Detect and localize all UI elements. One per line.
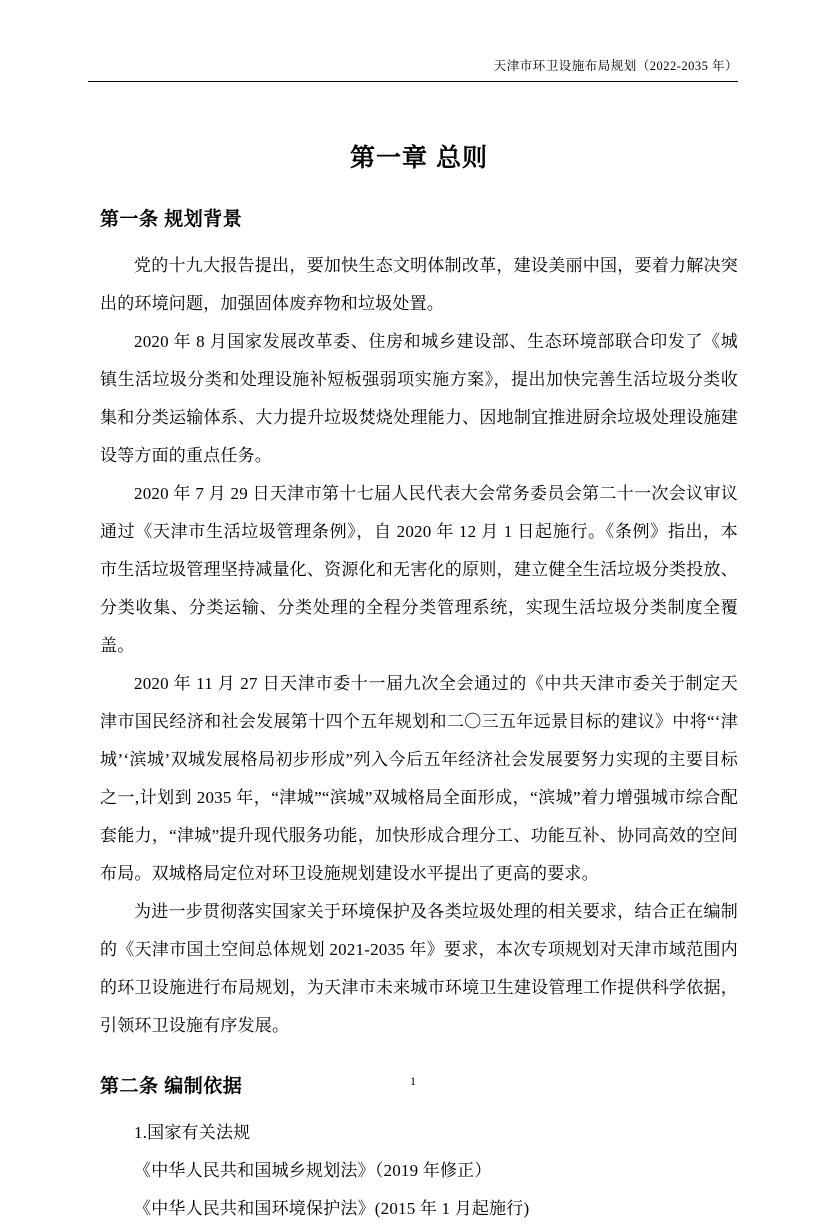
reference-line: 《中华人民共和国环境保护法》(2015 年 1 月起施行) [134,1199,530,1218]
paragraph: 党的十九大报告提出，要加快生态文明体制改革，建设美丽中国，要着力解决突出的环境问题，加强固体废弃物和垃圾处置。 [100,256,738,313]
page-header [88,56,738,82]
document-content [100,138,738,1228]
reference-line: 《中华人民共和国城乡规划法》（2019 年修正） [134,1161,492,1180]
paragraph: 2020 年 8 月国家发展改革委、住房和城乡建设部、生态环境部联合印发了《城镇生活垃圾分类和处理设施补短板强弱项实施方案》，提出加快完善生活垃圾分类收集和分类运输体系、大力提升垃圾焚烧处理能力、因地制宜推进厨余垃圾处理设施建设等方面的重点任务。 [100,332,738,465]
page-footer [0,1074,826,1089]
paragraph: 2020 年 7 月 29 日天津市第十七届人民代表大会常务委员会第二十一次会议审议通过《天津市生活垃圾管理条例》，自 2020 年 12 月 1 日起施行。《条例》指出，本市生活垃圾管理坚持减量化、资源化和无害化的原则，建立健全生活垃圾分类投放、分类收集、分类运输、分类处理的全程分类管理系统，实现生活垃圾分类制度全覆盖。 [100,484,738,655]
paragraph: 2020 年 11 月 27 日天津市委十一届九次全会通过的《中共天津市委关于制定天津市国民经济和社会发展第十四个五年规划和二〇三五年远景目标的建议》中将“‘津城’‘滨城’双城发展格局初步形成”列入今后五年经济社会发展要努力实现的主要目标之一,计划到 2035 年，“津城”“滨城”双城格局全面形成，“滨城”着力增强城市综合配套能力，“津城”提升现代服务功能，加快形成合理分工、功能互补、协同高效的空间布局。双城格局定位对环卫设施规划建设水平提出了更高的要求。 [100,674,738,883]
chapter-title: 第一章 总则 [350,144,488,172]
header-title: 天津市环卫设施布局规划（2022-2035 年） [493,59,738,73]
page-number: 1 [410,1074,416,1088]
section-heading-1: 第一条 规划背景 [100,209,243,230]
reference-line: 1.国家有关法规 [134,1123,251,1142]
paragraph: 为进一步贯彻落实国家关于环境保护及各类垃圾处理的相关要求，结合正在编制的《天津市国土空间总体规划 2021-2035 年》要求，本次专项规划对天津市域范围内的环卫设施进行布局规划，为天津市未来城市环境卫生建设管理工作提供科学依据，引领环卫设施有序发展。 [100,902,738,1035]
section-heading-2: 第二条 编制依据 [100,1076,243,1097]
